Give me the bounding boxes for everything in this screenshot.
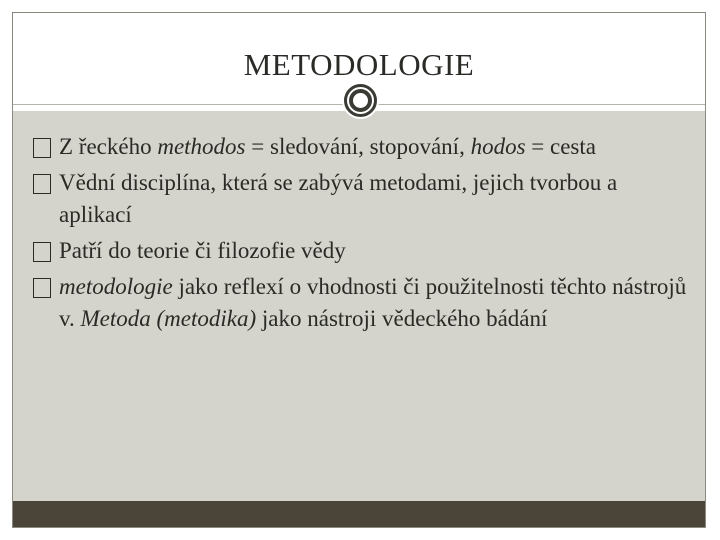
bullet-text-italic: methodos — [157, 134, 246, 159]
bullet-text-italic: hodos — [470, 134, 526, 159]
bullet-text: Z řeckého — [59, 134, 158, 159]
square-bullet-icon — [33, 138, 51, 158]
bullet-list — [33, 131, 693, 339]
bullet-text: = cesta — [525, 134, 596, 159]
slide-title: METODOLOGIE — [243, 47, 475, 82]
bullet-item — [33, 167, 693, 231]
footer-bar — [13, 501, 705, 527]
bullet-text: = sledování, stopování, — [245, 134, 471, 159]
square-bullet-icon — [33, 278, 51, 298]
bullet-text: jako reflexí o vhodnosti či použitelnosti těchto nástrojů v. — [59, 274, 687, 331]
ring-ornament-icon — [342, 82, 379, 119]
square-bullet-icon — [33, 242, 51, 262]
bullet-text: Patří do teorie či filozofie vědy — [59, 238, 346, 263]
slide — [12, 12, 706, 528]
square-bullet-icon — [33, 174, 51, 194]
bullet-text-italic: Metoda (metodika) — [80, 306, 257, 331]
bullet-item — [33, 235, 693, 267]
ring-inner — [349, 89, 372, 112]
bullet-text-italic: metodologie — [59, 274, 173, 299]
bullet-item — [33, 271, 693, 335]
bullet-text: jako nástroji vědeckého bádání — [256, 306, 548, 331]
bullet-item — [33, 131, 693, 163]
bullet-text: Vědní disciplína, která se zabývá metodami, jejich tvorbou a aplikací — [59, 170, 618, 227]
